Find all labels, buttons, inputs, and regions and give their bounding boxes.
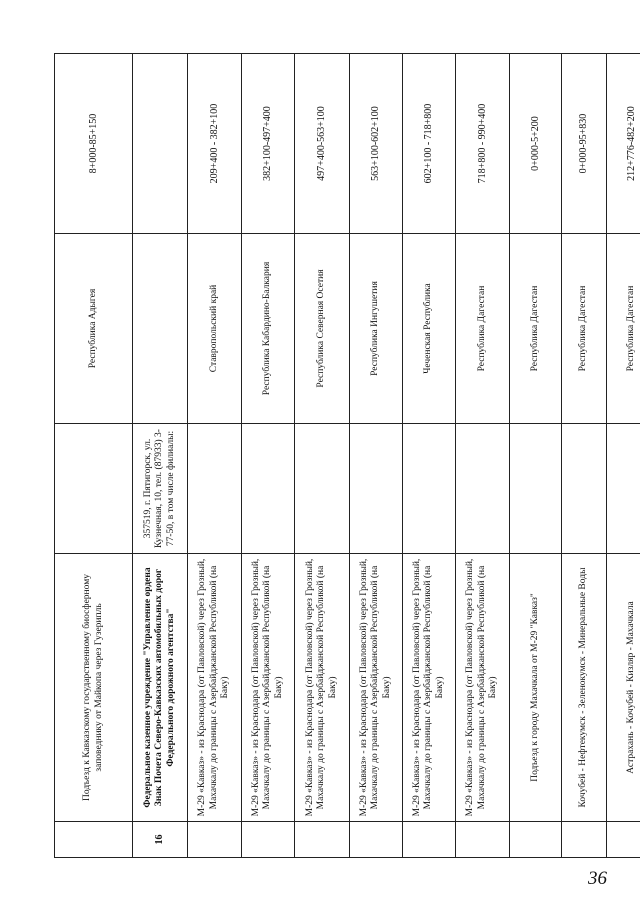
organization (55, 424, 133, 554)
region (133, 234, 188, 424)
row-number: 16 (133, 822, 188, 858)
row-number (607, 822, 640, 858)
km-range: 382+100-497+400 (242, 54, 295, 234)
km-range: 8+000-85+150 (55, 54, 133, 234)
organization: 357519, г. Пятигорск, ул. Кузнечная, 10, тел. (87933) 3-77-50, в том числе филиалы: (133, 424, 188, 554)
rotated-table-wrapper (54, 54, 637, 858)
table-row (456, 54, 510, 858)
roads-table (54, 53, 640, 858)
row-number (403, 822, 456, 858)
region: Республика Дагестан (562, 234, 607, 424)
road-name: Подъезд к Кавказскому государственному биосферному заповеднику от Майкопа через Гузерипль (55, 554, 133, 822)
road-name: Кочубей - Нефтекумск - Зеленокумск - Минеральные Воды (562, 554, 607, 822)
km-range: 212+776-482+200 (607, 54, 640, 234)
table-row (350, 54, 403, 858)
road-name: М-29 «Кавказ» - из Краснодара (от Павловской) через Грозный, Махачкалу до границы с Азербайджанской Республикой (на Баку) (456, 554, 510, 822)
table-row (607, 54, 640, 858)
organization (295, 424, 350, 554)
organization (510, 424, 562, 554)
region: Республика Дагестан (510, 234, 562, 424)
road-name: М-29 «Кавказ» - из Краснодара (от Павловской) через Грозный, Махачкалу до границы с Азербайджанской Республикой (на Баку) (295, 554, 350, 822)
table-row (55, 54, 133, 858)
row-number (562, 822, 607, 858)
road-name: М-29 «Кавказ» - из Краснодара (от Павловской) через Грозный, Махачкалу до границы с Азербайджанской Республикой (на Баку) (403, 554, 456, 822)
region: Республика Дагестан (456, 234, 510, 424)
km-range: 718+800 - 990+400 (456, 54, 510, 234)
region: Республика Дагестан (607, 234, 640, 424)
organization (188, 424, 242, 554)
region: Республика Ингушетия (350, 234, 403, 424)
table-row (510, 54, 562, 858)
table-row (242, 54, 295, 858)
table-row (562, 54, 607, 858)
km-range: 563+100-602+100 (350, 54, 403, 234)
road-name: Федеральное казенное учреждение "Управление ордена Знак Почета Северо-Кавказских автомобильных дорог Федерального дорожного агентства" (133, 554, 188, 822)
table-row (188, 54, 242, 858)
table-row (295, 54, 350, 858)
road-name: М-29 «Кавказ» - из Краснодара (от Павловской) через Грозный, Махачкалу до границы с Азербайджанской Республикой (на Баку) (188, 554, 242, 822)
row-number (188, 822, 242, 858)
region: Республика Северная Осетия (295, 234, 350, 424)
organization (403, 424, 456, 554)
page-number: 36 (588, 868, 607, 889)
row-number (295, 822, 350, 858)
region: Чеченская Республика (403, 234, 456, 424)
organization (242, 424, 295, 554)
organization (562, 424, 607, 554)
km-range: 0+000-5+200 (510, 54, 562, 234)
table-row (133, 54, 188, 858)
km-range: 602+100 - 718+800 (403, 54, 456, 234)
table-row (403, 54, 456, 858)
km-range (133, 54, 188, 234)
row-number (456, 822, 510, 858)
organization (456, 424, 510, 554)
region: Республика Адыгея (55, 234, 133, 424)
road-name: Астрахань - Кочубей - Кизляр - Махачкала (607, 554, 640, 822)
road-name: Подъезд к городу Махачкала от М-29 "Кавказ" (510, 554, 562, 822)
organization (350, 424, 403, 554)
row-number (350, 822, 403, 858)
row-number (510, 822, 562, 858)
organization (607, 424, 640, 554)
road-name: М-29 «Кавказ» - из Краснодара (от Павловской) через Грозный, Махачкалу до границы с Азербайджанской Республикой (на Баку) (350, 554, 403, 822)
km-range: 497+400-563+100 (295, 54, 350, 234)
row-number (55, 822, 133, 858)
km-range: 0+000-95+830 (562, 54, 607, 234)
km-range: 209+400 - 382+100 (188, 54, 242, 234)
road-name: М-29 «Кавказ» - из Краснодара (от Павловской) через Грозный, Махачкалу до границы с Азербайджанской Республикой (на Баку) (242, 554, 295, 822)
row-number (242, 822, 295, 858)
region: Республика Кабардино-Балкария (242, 234, 295, 424)
region: Ставропольский край (188, 234, 242, 424)
